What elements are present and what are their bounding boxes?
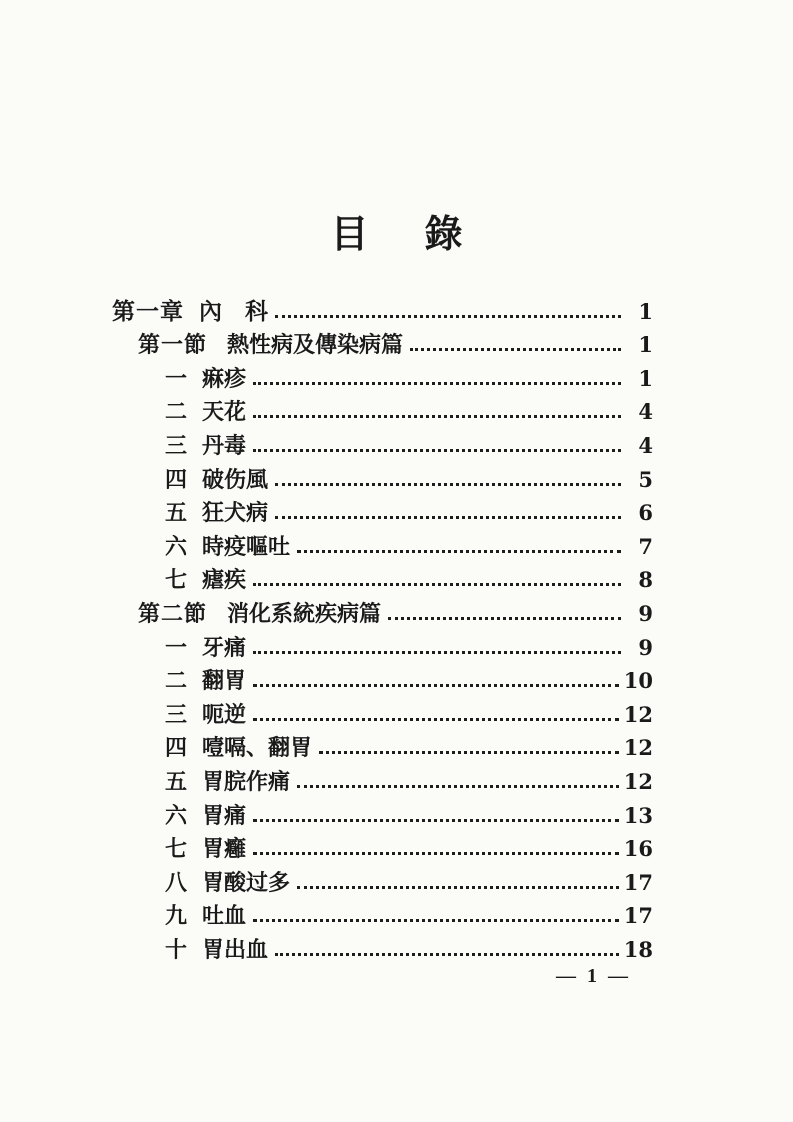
dot-leader: [253, 583, 621, 586]
dot-leader: [253, 718, 619, 721]
dot-leader: [410, 348, 621, 351]
entry-label: 七: [164, 567, 187, 593]
toc-entry: [160, 796, 653, 830]
toc-entry: [138, 594, 653, 628]
toc-entry: [160, 527, 653, 561]
entry-label: 第二節: [138, 600, 208, 626]
entry-title: 胃脘作痛: [202, 768, 291, 794]
entry-page: 10: [623, 668, 653, 694]
entry-label: 三: [164, 701, 187, 727]
toc-entry: [160, 628, 653, 662]
entry-label: 七: [164, 836, 187, 862]
toc-entry: [160, 762, 653, 796]
page-title-char: 目: [330, 214, 369, 256]
entry-page: 1: [638, 298, 653, 324]
entry-title: 胃酸过多: [202, 869, 291, 895]
entry-title: 翻胃: [202, 668, 247, 694]
page-title: [0, 203, 793, 258]
toc-entry: [138, 326, 653, 360]
entry-title: 消化系統疾病篇: [227, 600, 382, 626]
toc-entry: [112, 292, 653, 326]
dot-leader: [253, 852, 619, 855]
entry-label: 第一節: [138, 332, 208, 358]
entry-page: 9: [638, 634, 653, 660]
dot-leader: [388, 617, 621, 620]
entry-title: 牙痛: [202, 634, 247, 660]
dot-leader: [253, 919, 619, 922]
toc-entry: [160, 426, 653, 460]
entry-page: 17: [623, 869, 653, 895]
entry-title: 狂犬病: [202, 500, 269, 526]
dot-leader: [319, 751, 619, 754]
entry-page: 5: [638, 466, 653, 492]
entry-title: 呃逆: [202, 701, 247, 727]
entry-page: 9: [638, 600, 653, 626]
entry-title: 胃癰: [202, 836, 247, 862]
entry-label: 八: [164, 869, 187, 895]
entry-page: 1: [638, 365, 653, 391]
entry-label: 四: [164, 466, 187, 492]
entry-page: 18: [623, 936, 653, 962]
entry-label: 五: [164, 768, 187, 794]
entry-label: 第一章: [112, 298, 184, 324]
entry-label: 一: [164, 365, 187, 391]
entry-title: 時疫嘔吐: [202, 533, 291, 559]
entry-page: 12: [623, 768, 653, 794]
entry-label: 二: [164, 668, 187, 694]
dot-leader: [253, 449, 621, 452]
entry-title: 噎嗝、翻胃: [202, 735, 313, 761]
entry-page: 1: [638, 332, 653, 358]
toc-entry: [160, 494, 653, 528]
toc-entry: [160, 460, 653, 494]
entry-title: 胃痛: [202, 802, 247, 828]
entry-label: 一: [164, 634, 187, 660]
dot-leader: [253, 382, 621, 385]
toc-entry: [160, 830, 653, 864]
entry-label: 六: [164, 533, 187, 559]
entry-title: 痳疹: [202, 365, 247, 391]
entry-label: 四: [164, 735, 187, 761]
dot-leader: [275, 516, 621, 519]
entry-page: 8: [638, 567, 653, 593]
entry-label: 九: [164, 903, 187, 929]
dot-leader: [297, 886, 619, 889]
toc-list: [112, 292, 653, 964]
entry-title: 內 科: [199, 298, 268, 324]
entry-label: 五: [164, 500, 187, 526]
dot-leader: [275, 315, 621, 318]
toc-entry: [160, 695, 653, 729]
entry-page: 12: [623, 735, 653, 761]
toc-entry: [160, 897, 653, 931]
footer-page-number: — 1 —: [556, 965, 631, 987]
dot-leader: [253, 651, 621, 654]
entry-title: 胃出血: [202, 936, 269, 962]
dot-leader: [275, 483, 621, 486]
toc-entry: [160, 561, 653, 595]
entry-page: 4: [638, 432, 653, 458]
toc-entry: [160, 863, 653, 897]
dot-leader: [253, 684, 619, 687]
entry-title: 熱性病及傳染病篇: [227, 332, 404, 358]
entry-page: 6: [638, 500, 653, 526]
entry-title: 吐血: [202, 903, 247, 929]
entry-page: 12: [623, 701, 653, 727]
toc-entry: [160, 359, 653, 393]
toc-entry: [160, 393, 653, 427]
dot-leader: [253, 415, 621, 418]
entry-title: 天花: [202, 399, 247, 425]
entry-label: 三: [164, 432, 187, 458]
dot-leader: [253, 819, 619, 822]
entry-page: 13: [623, 802, 653, 828]
entry-title: 破伤風: [202, 466, 269, 492]
entry-page: 17: [623, 903, 653, 929]
page-title-char: 錄: [424, 214, 463, 256]
entry-page: 16: [623, 836, 653, 862]
dot-leader: [297, 550, 621, 553]
toc-entry: [160, 662, 653, 696]
entry-label: 十: [164, 936, 187, 962]
toc-entry: [160, 930, 653, 964]
entry-page: 7: [638, 533, 653, 559]
dot-leader: [297, 785, 619, 788]
entry-title: 瘧疾: [202, 567, 247, 593]
toc-entry: [160, 729, 653, 763]
entry-title: 丹毒: [202, 432, 247, 458]
entry-label: 六: [164, 802, 187, 828]
entry-label: 二: [164, 399, 187, 425]
dot-leader: [275, 953, 619, 956]
entry-page: 4: [638, 399, 653, 425]
